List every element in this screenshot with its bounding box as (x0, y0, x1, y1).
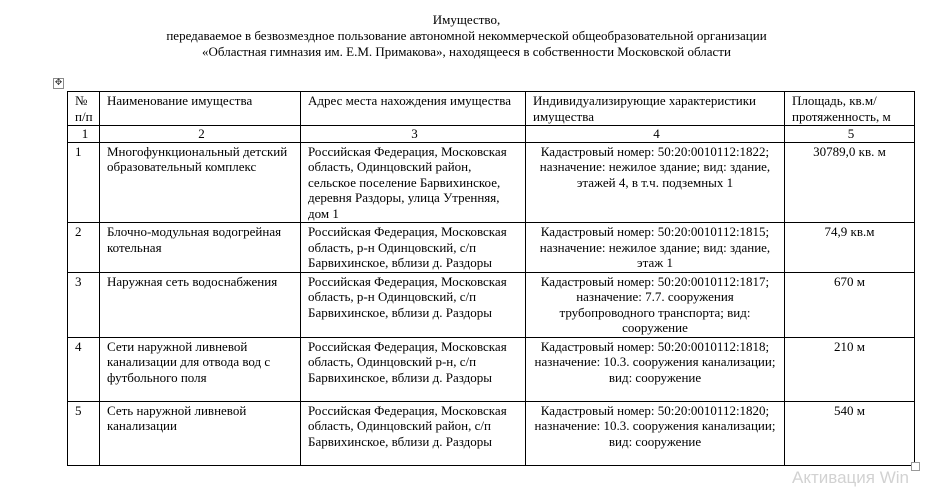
table-row (68, 223, 915, 273)
title-line-2: передаваемое в безвозмездное пользование автономной некоммерческой общеобразовательной организации (166, 28, 767, 43)
table-row (68, 401, 915, 465)
row-address: Российская Федерация, Московская область, Одинцовский район, сельское поселение Барвихинское, деревня Раздоры, улица Утренняя, дом 1 (301, 142, 526, 223)
row-name: Сети наружной ливневой канализации для отвода вод с футбольного поля (100, 337, 301, 401)
row-area: 210 м (785, 337, 915, 401)
column-number: 3 (301, 126, 526, 143)
column-number-row (68, 126, 915, 143)
row-name: Блочно-модульная водогрейная котельная (100, 223, 301, 273)
column-number: 5 (785, 126, 915, 143)
header-characteristics: Индивидуализирующие характеристики имущества (526, 92, 785, 126)
row-name: Многофункциональный детский образовательный комплекс (100, 142, 301, 223)
table-row (68, 337, 915, 401)
row-address: Российская Федерация, Московская область, р-н Одинцовский, с/п Барвихинское, вблизи д. Раздоры (301, 272, 526, 337)
column-number: 2 (100, 126, 301, 143)
row-area: 74,9 кв.м (785, 223, 915, 273)
document-title (0, 12, 933, 60)
title-line-1: Имущество, (432, 12, 501, 27)
row-num: 4 (68, 337, 100, 401)
row-characteristics: Кадастровый номер: 50:20:0010112:1820; назначение: 10.3. сооружения канализации; вид: сооружение (526, 401, 785, 465)
table-row (68, 142, 915, 223)
row-num: 5 (68, 401, 100, 465)
row-address: Российская Федерация, Московская область, р-н Одинцовский, с/п Барвихинское, вблизи д. Раздоры (301, 223, 526, 273)
header-area: Площадь, кв.м/ протяженность, м (785, 92, 915, 126)
row-area: 540 м (785, 401, 915, 465)
property-table (67, 91, 915, 466)
row-address: Российская Федерация, Московская область, Одинцовский р-н, с/п Барвихинское, вблизи д. Раздоры (301, 337, 526, 401)
row-area: 30789,0 кв. м (785, 142, 915, 223)
column-number: 1 (68, 126, 100, 143)
table-move-handle-icon[interactable]: ✥ (54, 78, 63, 88)
row-characteristics: Кадастровый номер: 50:20:0010112:1815; назначение: нежилое здание; вид: здание, этаж 1 (526, 223, 785, 273)
title-line-3: «Областная гимназия им. Е.М. Примакова», находящееся в собственности Московской области (202, 44, 731, 59)
table-header-row (68, 92, 915, 126)
row-name: Сеть наружной ливневой канализации (100, 401, 301, 465)
table-row (68, 272, 915, 337)
resize-handle-icon[interactable] (911, 462, 920, 471)
row-num: 1 (68, 142, 100, 223)
row-area: 670 м (785, 272, 915, 337)
row-characteristics: Кадастровый номер: 50:20:0010112:1817; назначение: 7.7. сооружения трубопроводного транспорта; вид: сооружение (526, 272, 785, 337)
row-characteristics: Кадастровый номер: 50:20:0010112:1818; назначение: 10.3. сооружения канализации; вид: сооружение (526, 337, 785, 401)
column-number: 4 (526, 126, 785, 143)
row-num: 3 (68, 272, 100, 337)
row-characteristics: Кадастровый номер: 50:20:0010112:1822; назначение: нежилое здание; вид: здание, этажей 4, в т.ч. подземных 1 (526, 142, 785, 223)
row-address: Российская Федерация, Московская область, Одинцовский район, с/п Барвихинское, вблизи д. Раздоры (301, 401, 526, 465)
header-name: Наименование имущества (100, 92, 301, 126)
row-num: 2 (68, 223, 100, 273)
activation-watermark: Активация Win (792, 468, 909, 487)
row-name: Наружная сеть водоснабжения (100, 272, 301, 337)
header-address: Адрес места нахождения имущества (301, 92, 526, 126)
header-num: № п/п (68, 92, 100, 126)
